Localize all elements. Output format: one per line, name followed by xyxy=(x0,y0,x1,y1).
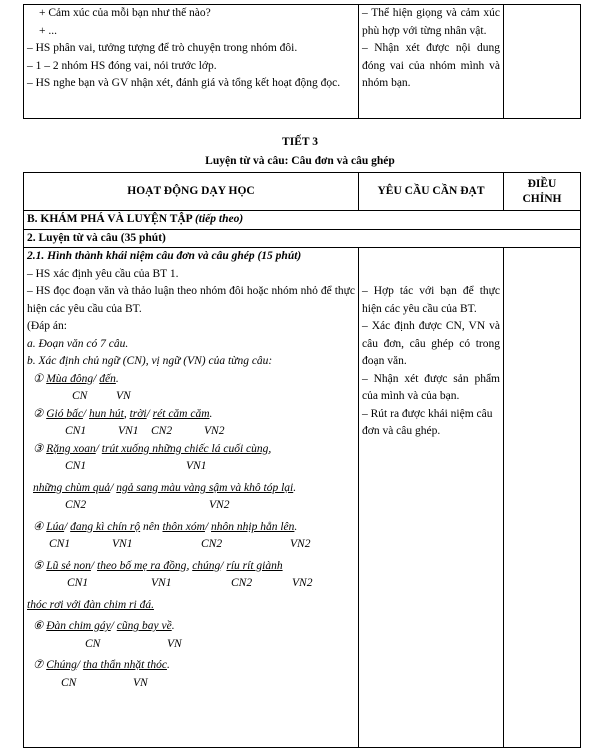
label-vn2: VN2 xyxy=(204,425,225,437)
labels-6 xyxy=(27,636,355,654)
sentence-3-cont: những chùm quả/ ngả sang màu vàng sậm và khô tóp lại. xyxy=(33,481,297,494)
previous-table xyxy=(23,4,581,119)
punct: . xyxy=(294,520,298,533)
subject: Mùa đông xyxy=(46,372,94,385)
requirement-text: – Nhận xét được sản phẩm của mình và của bạn. xyxy=(362,372,500,402)
punct: , xyxy=(268,442,272,455)
subject: chúng xyxy=(192,559,221,572)
section-b-note: (tiếp theo) xyxy=(194,213,244,225)
requirement-cell xyxy=(359,5,504,119)
number-badge: ③ xyxy=(33,442,44,455)
punct: . xyxy=(293,481,297,494)
label-cn2: CN2 xyxy=(201,538,223,550)
label-cn: CN xyxy=(61,676,77,689)
sentence-6: ⑥ Đàn chim gáy/ cũng bay về. xyxy=(33,620,175,632)
sentence-5-cont: thóc rơi với đàn chim ri đá. xyxy=(27,598,154,611)
subject: Chúng xyxy=(46,659,77,671)
labels-3b xyxy=(27,497,355,515)
label-cn1: CN1 xyxy=(65,425,87,437)
number-badge: ② xyxy=(33,407,44,420)
header-row xyxy=(24,173,581,211)
requirement-text: – Thể hiện giọng và cảm xúc phù hợp với từng nhân vật. xyxy=(362,7,500,37)
label-vn2: VN2 xyxy=(290,538,311,550)
predicate: hun hút xyxy=(89,407,124,420)
punct: . xyxy=(209,407,213,420)
number-badge: ⑤ xyxy=(33,559,44,572)
label-cn: CN xyxy=(85,637,101,650)
subject: trời xyxy=(129,407,147,420)
subject: Lúa xyxy=(46,520,65,533)
label-vn: VN xyxy=(167,637,182,650)
labels-2 xyxy=(27,423,355,441)
subject: Gió bấc xyxy=(46,407,83,420)
text-line: – HS xác định yêu cầu của BT 1. xyxy=(27,267,179,280)
requirement-text: – Xác định được CN, VN và câu đơn, câu ghép có trong đoạn văn. xyxy=(362,320,500,367)
header-requirement: YÊU CẦU CẦN ĐẠT xyxy=(359,173,504,211)
label-cn2: CN2 xyxy=(65,499,87,511)
subject: những chùm quả xyxy=(33,481,111,494)
number-badge: ⑦ xyxy=(33,659,44,671)
label-vn1: VN1 xyxy=(151,577,172,589)
labels-5 xyxy=(27,575,355,593)
label-cn2: CN2 xyxy=(151,425,173,437)
section-b-label: B. KHÁM PHÁ VÀ LUYỆN TẬP xyxy=(27,213,193,225)
text-para: – HS đọc đoạn văn và thảo luận theo nhóm đôi hoặc nhóm nhỏ để thực hiện các yêu cầu của BT. xyxy=(27,285,355,315)
text-line: a. Đoạn văn có 7 câu. xyxy=(27,337,129,350)
predicate: ngả sang màu vàng sậm và khô tóp lại xyxy=(116,481,294,494)
text-line: + ... xyxy=(39,24,57,37)
sentence-7: ⑦ Chúng/ tha thẩn nhặt thóc. xyxy=(33,659,170,671)
content-row xyxy=(24,248,581,748)
label-cn1: CN1 xyxy=(65,460,87,472)
section-row xyxy=(24,211,581,230)
activity-cell xyxy=(24,248,359,748)
requirement-cell xyxy=(359,248,504,748)
labels-3a xyxy=(27,458,355,476)
text-line: – 1 – 2 nhóm HS đóng vai, nói trước lớp. xyxy=(27,59,217,72)
labels-4 xyxy=(27,536,355,554)
labels-1 xyxy=(27,388,355,406)
labels-7 xyxy=(27,675,355,693)
lesson-subtitle: Luyện từ và câu: Câu đơn và câu ghép xyxy=(205,155,395,167)
header-adjust: ĐIỀU CHỈNH xyxy=(504,173,581,211)
label-vn: VN xyxy=(116,390,131,402)
lesson-title: TIẾT 3 xyxy=(282,136,318,148)
predicate: trút xuống những chiếc lá cuối cùng xyxy=(101,442,269,455)
sentence-4: ④ Lúa/ đang kì chín rộ nên thôn xóm/ nhôn nhịp hẳn lên. xyxy=(33,520,298,533)
header-activity: HOẠT ĐỘNG DẠY HỌC xyxy=(24,173,359,211)
text-line: + Cảm xúc của mỗi bạn như thế nào? xyxy=(39,7,211,19)
requirement-text: – Nhận xét được nội dung đóng vai của nhóm mình và nhóm bạn. xyxy=(362,42,500,89)
label-vn1: VN1 xyxy=(118,425,139,437)
label-vn1: VN1 xyxy=(186,460,207,472)
predicate: nhôn nhịp hẳn lên xyxy=(211,520,295,533)
label-cn1: CN1 xyxy=(67,577,89,589)
requirement-text: – Rút ra được khái niệm câu đơn và câu ghép. xyxy=(362,407,493,437)
label-cn: CN xyxy=(72,390,88,402)
punct: . xyxy=(171,620,175,632)
text-line: – HS phân vai, tưởng tượng để trò chuyện trong nhóm đôi. xyxy=(27,42,298,54)
label-cn2: CN2 xyxy=(231,577,253,589)
predicate: đang kì chín rộ xyxy=(70,520,141,533)
adjust-cell xyxy=(504,5,581,119)
subject: Đàn chim gáy xyxy=(46,620,111,632)
section-21: 2.1. Hình thành khái niệm câu đơn và câu ghép (15 phút) xyxy=(27,250,302,262)
number-badge: ① xyxy=(33,372,44,385)
text-para: – HS nghe bạn và GV nhận xét, đánh giá và tổng kết hoạt động đọc. xyxy=(27,77,341,89)
text-line: (Đáp án: xyxy=(27,320,67,332)
label-vn: VN xyxy=(133,676,148,689)
label-vn1: VN1 xyxy=(112,538,133,550)
subject: Lũ sẻ non xyxy=(46,559,91,572)
label-vn2: VN2 xyxy=(209,499,230,511)
section-row xyxy=(24,229,581,248)
number-badge: ④ xyxy=(33,520,44,533)
sentence-5: ⑤ Lũ sẻ non/ theo bố mẹ ra đồng, chúng/ ríu rít giành xyxy=(33,559,283,572)
lesson-table xyxy=(23,172,581,748)
activity-cell xyxy=(24,5,359,119)
text-line: b. Xác định chủ ngữ (CN), vị ngữ (VN) của từng câu: xyxy=(27,355,273,367)
sentence-2: ② Gió bấc/ hun hút, trời/ rét căm căm. xyxy=(33,407,213,420)
predicate: cũng bay về xyxy=(116,620,172,632)
predicate: ríu rít giành xyxy=(226,559,283,572)
predicate: rét căm căm xyxy=(152,407,210,420)
sentence-3: ③ Rặng xoan/ trút xuống những chiếc lá cuối cùng, xyxy=(33,442,272,455)
punct: . xyxy=(166,659,170,671)
punct: . xyxy=(115,372,119,385)
sentence-1: ① Mùa đông/ đến. xyxy=(33,372,119,385)
subject: thôn xóm xyxy=(162,520,205,533)
label-cn1: CN1 xyxy=(49,538,71,550)
requirement-text: – Hợp tác với bạn để thực hiện các yêu cầu của BT. xyxy=(362,285,500,315)
predicate: tha thẩn nhặt thóc xyxy=(82,659,167,671)
number-badge: ⑥ xyxy=(33,620,44,632)
connector: nên xyxy=(140,520,163,533)
label-vn2: VN2 xyxy=(292,577,313,589)
section-b xyxy=(24,211,581,230)
section-2: 2. Luyện từ và câu (35 phút) xyxy=(24,229,581,248)
adjust-cell xyxy=(504,248,581,748)
subject: Rặng xoan xyxy=(46,442,96,455)
predicate: đến xyxy=(99,372,116,385)
predicate: theo bố mẹ ra đồng xyxy=(97,559,187,572)
